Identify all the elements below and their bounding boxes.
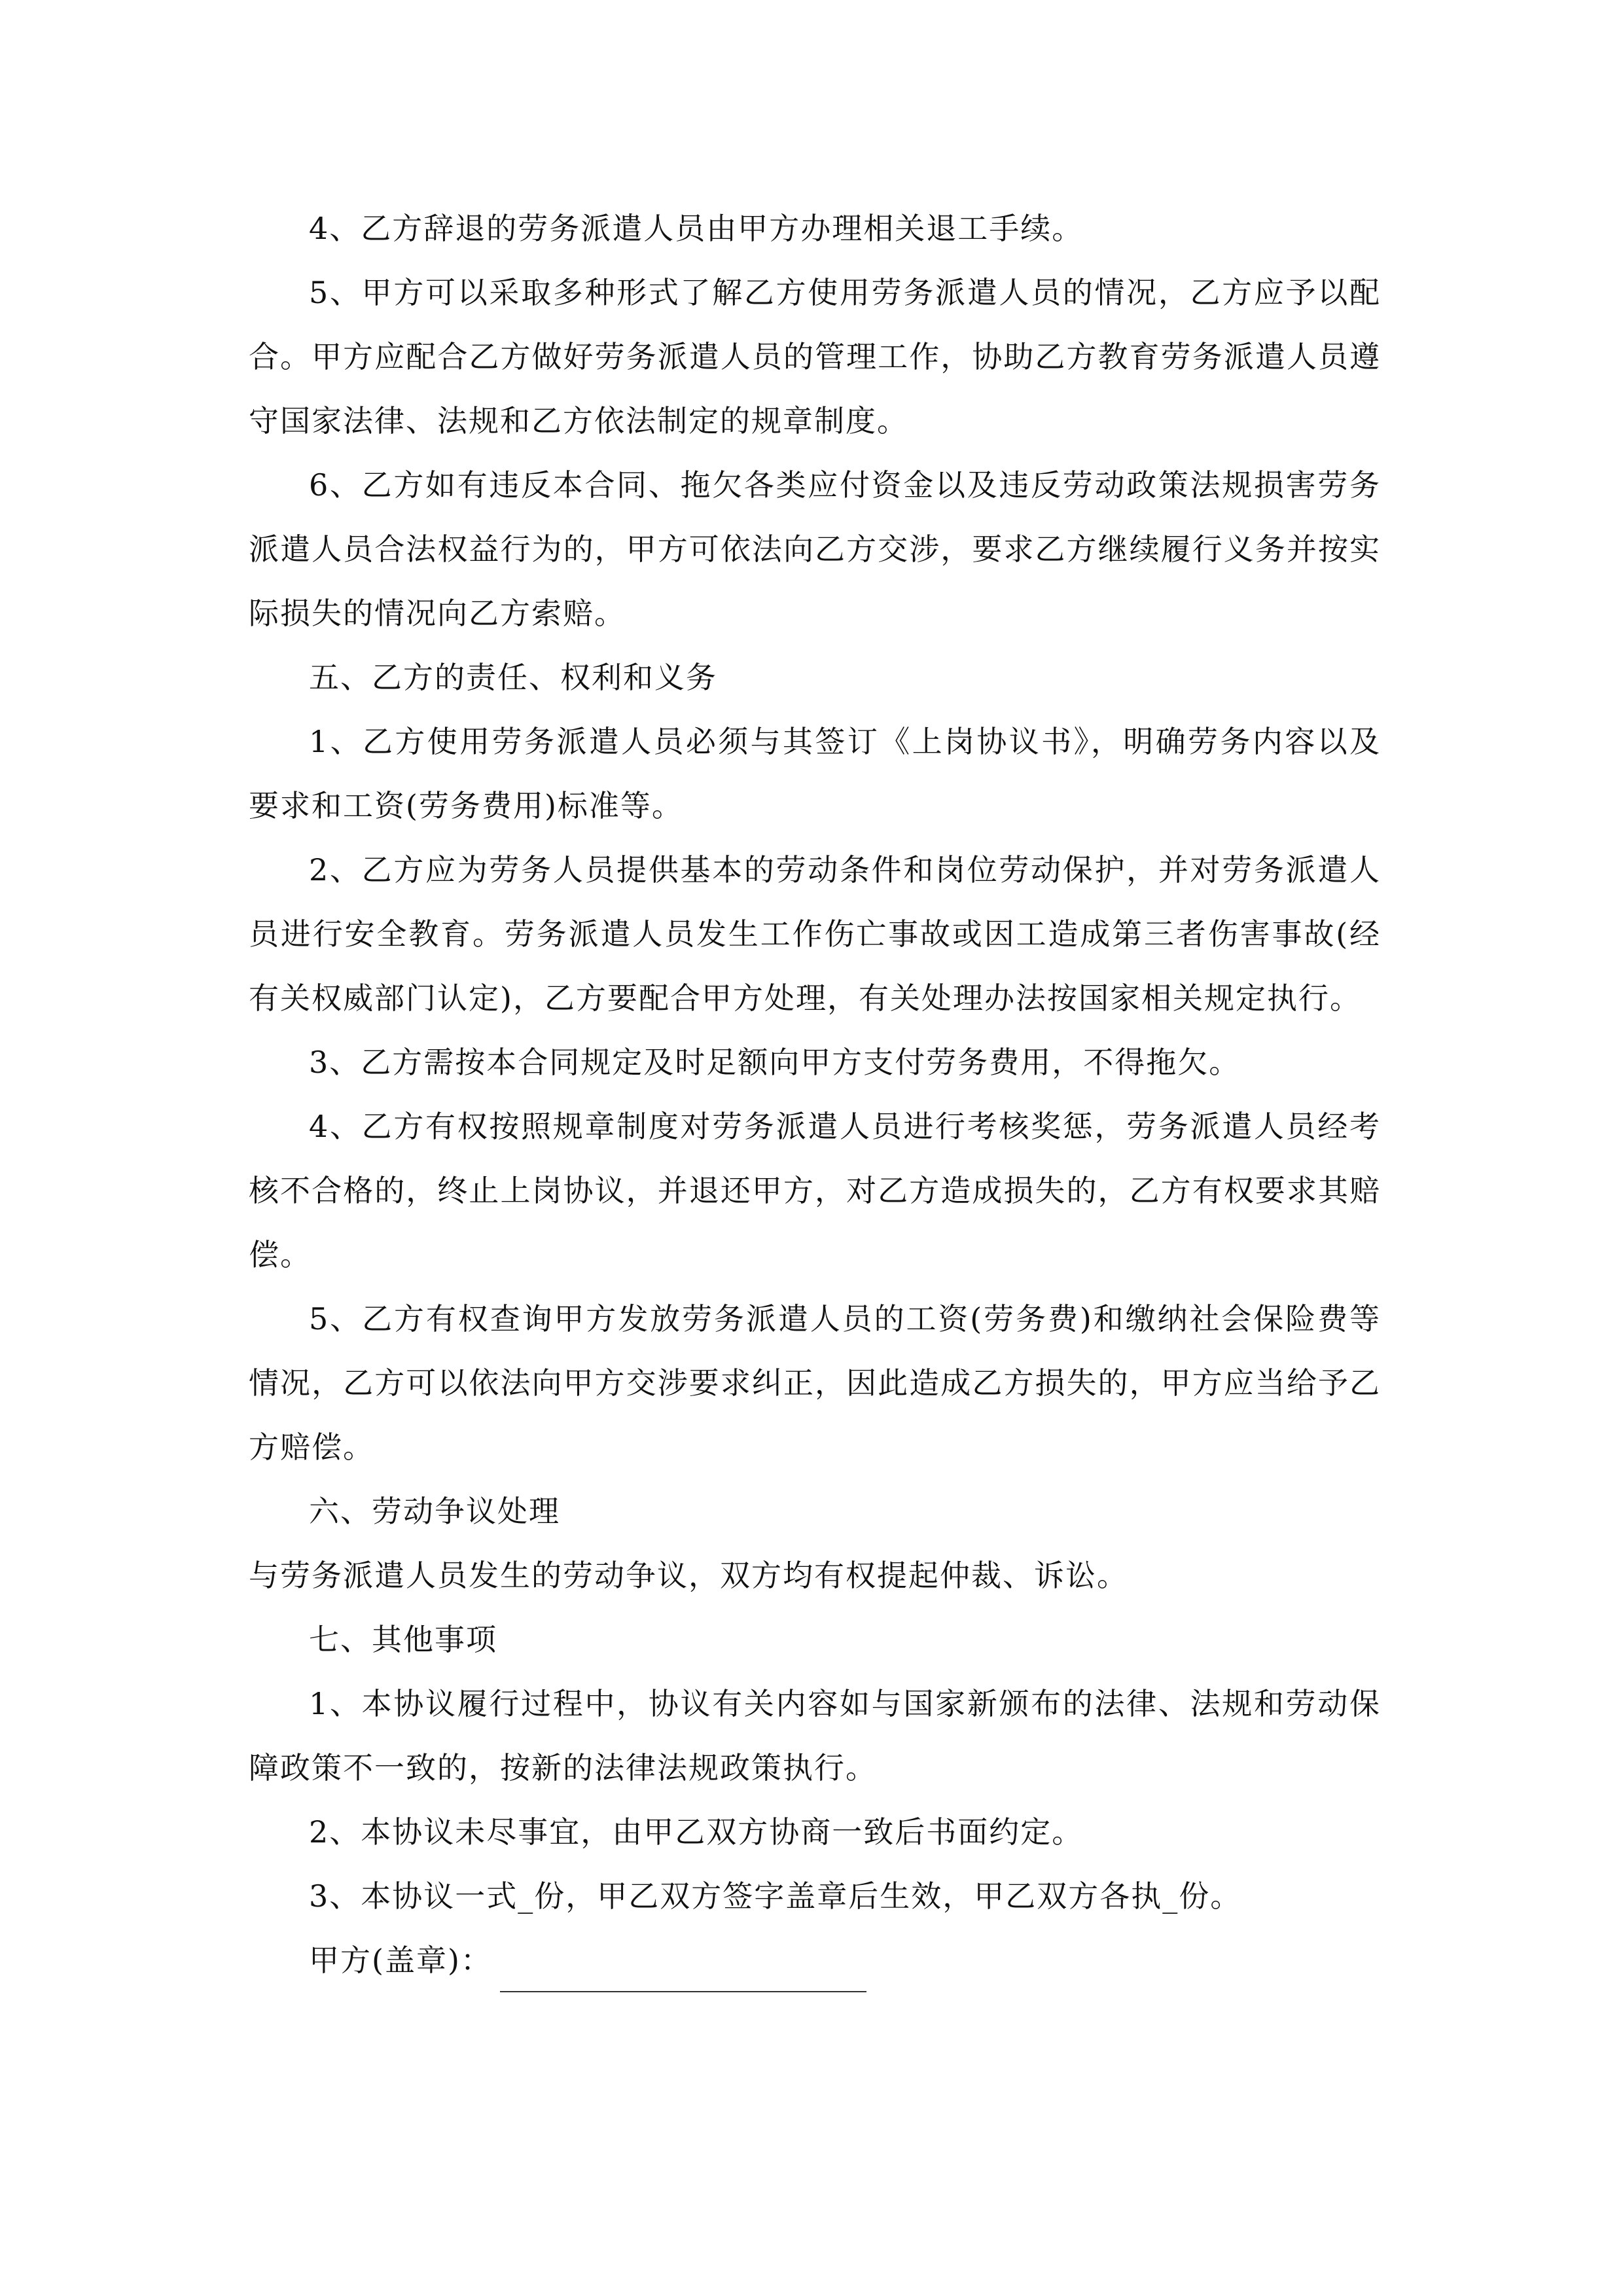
paragraph-clause-7-2: 2、本协议未尽事宜，由甲乙双方协商一致后书面约定。 <box>309 1814 1084 1850</box>
section-heading-6: 六、劳动争议处理 <box>309 1494 560 1529</box>
paragraph-dispute: 与劳务派遣人员发生的劳动争议，双方均有权提起仲裁、诉讼。 <box>249 1558 1128 1593</box>
section-heading-7: 七、其他事项 <box>309 1622 497 1657</box>
paragraph-clause-4-1: 4、乙方辞退的劳务派遣人员由甲方办理相关退工手续。 <box>309 211 1084 246</box>
paragraph-clause-7-1: 1、本协议履行过程中，协议有关内容如与国家新颁布的法律、法规和劳动保障政策不一致的，按新的法律法规政策执行。 <box>249 1686 1381 1785</box>
paragraph-clause-7-3: 3、本协议一式_份，甲乙双方签字盖章后生效，甲乙双方各执_份。 <box>309 1878 1242 1914</box>
section-heading-5: 五、乙方的责任、权利和义务 <box>309 660 717 695</box>
document-body <box>249 196 1381 1992</box>
paragraph-clause-4-6: 6、乙方如有违反本合同、拖欠各类应付资金以及违反劳动政策法规损害劳务派遣人员合法权益行为的，甲方可依法向乙方交涉，要求乙方继续履行义务并按实际损失的情况向乙方索赔。 <box>249 467 1381 631</box>
signature-blank <box>500 1952 866 1992</box>
paragraph-clause-5-1: 1、乙方使用劳务派遣人员必须与其签订《上岗协议书》，明确劳务内容以及要求和工资(劳务费用)标准等。 <box>249 724 1381 823</box>
paragraph-clause-4-5: 5、甲方可以采取多种形式了解乙方使用劳务派遣人员的情况，乙方应予以配合。甲方应配合乙方做好劳务派遣人员的管理工作，协助乙方教育劳务派遣人员遵守国家法律、法规和乙方依法制定的规章制度。 <box>249 275 1381 439</box>
paragraph-clause-5-3: 3、乙方需按本合同规定及时足额向甲方支付劳务费用，不得拖欠。 <box>309 1045 1241 1080</box>
paragraph-clause-5-2: 2、乙方应为劳务人员提供基本的劳动条件和岗位劳动保护，并对劳务派遣人员进行安全教育。劳务派遣人员发生工作伤亡事故或因工造成第三者伤害事故(经有关权威部门认定)，乙方要配合甲方处理，有关处理办法按国家相关规定执行。 <box>249 852 1381 1016</box>
paragraph-clause-5-5: 5、乙方有权查询甲方发放劳务派遣人员的工资(劳务费)和缴纳社会保险费等情况，乙方可以依法向甲方交涉要求纠正，因此造成乙方损失的，甲方应当给予乙方赔偿。 <box>249 1301 1381 1465</box>
paragraph-clause-5-4: 4、乙方有权按照规章制度对劳务派遣人员进行考核奖惩，劳务派遣人员经考核不合格的，终止上岗协议，并退还甲方，对乙方造成损失的，乙方有权要求其赔偿。 <box>249 1109 1381 1272</box>
signature-line <box>249 1928 1381 1992</box>
signature-label: 甲方(盖章)： <box>309 1943 492 1978</box>
